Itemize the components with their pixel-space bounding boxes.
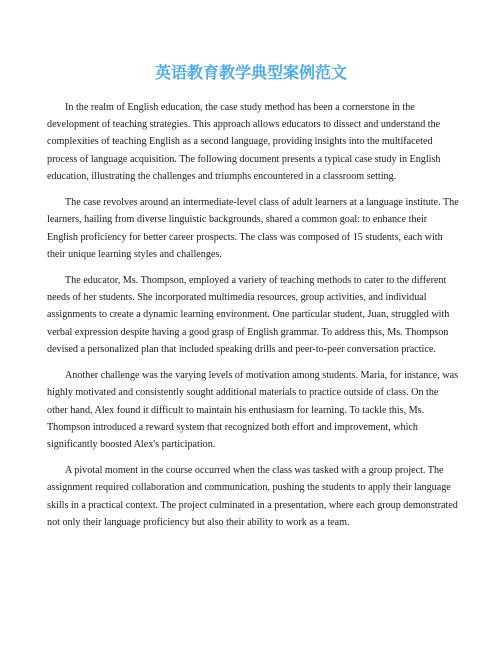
paragraph-5: A pivotal moment in the course occurred when the class was tasked with a group project. The assignment required collaboration and communication, pushing the students to apply their language skills in a practical context. The project culminated in a presentation, where each group demonstrated not only their language proficiency but also their ability to work as a team. xyxy=(47,465,458,528)
paragraph-3: The educator, Ms. Thompson, employed a variety of teaching methods to cater to the different needs of her students. She incorporated multimedia resources, group activities, and individual assignments to create a dynamic learning environment. One particular student, Juan, struggled with verbal expression despite having a good grasp of English grammar. To address this, Ms. Thompson devised a personalized plan that included speaking drills and peer-to-peer conversation practice. xyxy=(47,275,450,355)
paragraph-1: In the realm of English education, the case study method has been a cornerstone in the development of teaching strategies. This approach allows educators to dissect and understand the complexities of teaching English as a second language, providing insights into the multifaceted process of language acquisition. The following document presents a typical case study in English education, illustrating the challenges and triumphs encountered in a classroom setting. xyxy=(47,102,441,182)
document-title: 英语教育教学典型案例范文 xyxy=(154,63,347,82)
paragraph-4: Another challenge was the varying levels of motivation among students. Maria, for instance, was highly motivated and consistently sought additional materials to practice outside of class. On the other hand, Alex found it difficult to maintain his enthusiasm for learning. To tackle this, Ms. Thompson introduced a reward system that recognized both effort and improvement, which significantly boosted Alex's participation. xyxy=(47,370,459,450)
paragraph-2: The case revolves around an intermediate-level class of adult learners at a language institute. The learners, hailing from diverse linguistic backgrounds, shared a common goal: to enhance their English proficiency for better career prospects. The class was composed of 15 students, each with their unique learning styles and challenges. xyxy=(47,197,459,260)
document-body xyxy=(47,99,459,540)
